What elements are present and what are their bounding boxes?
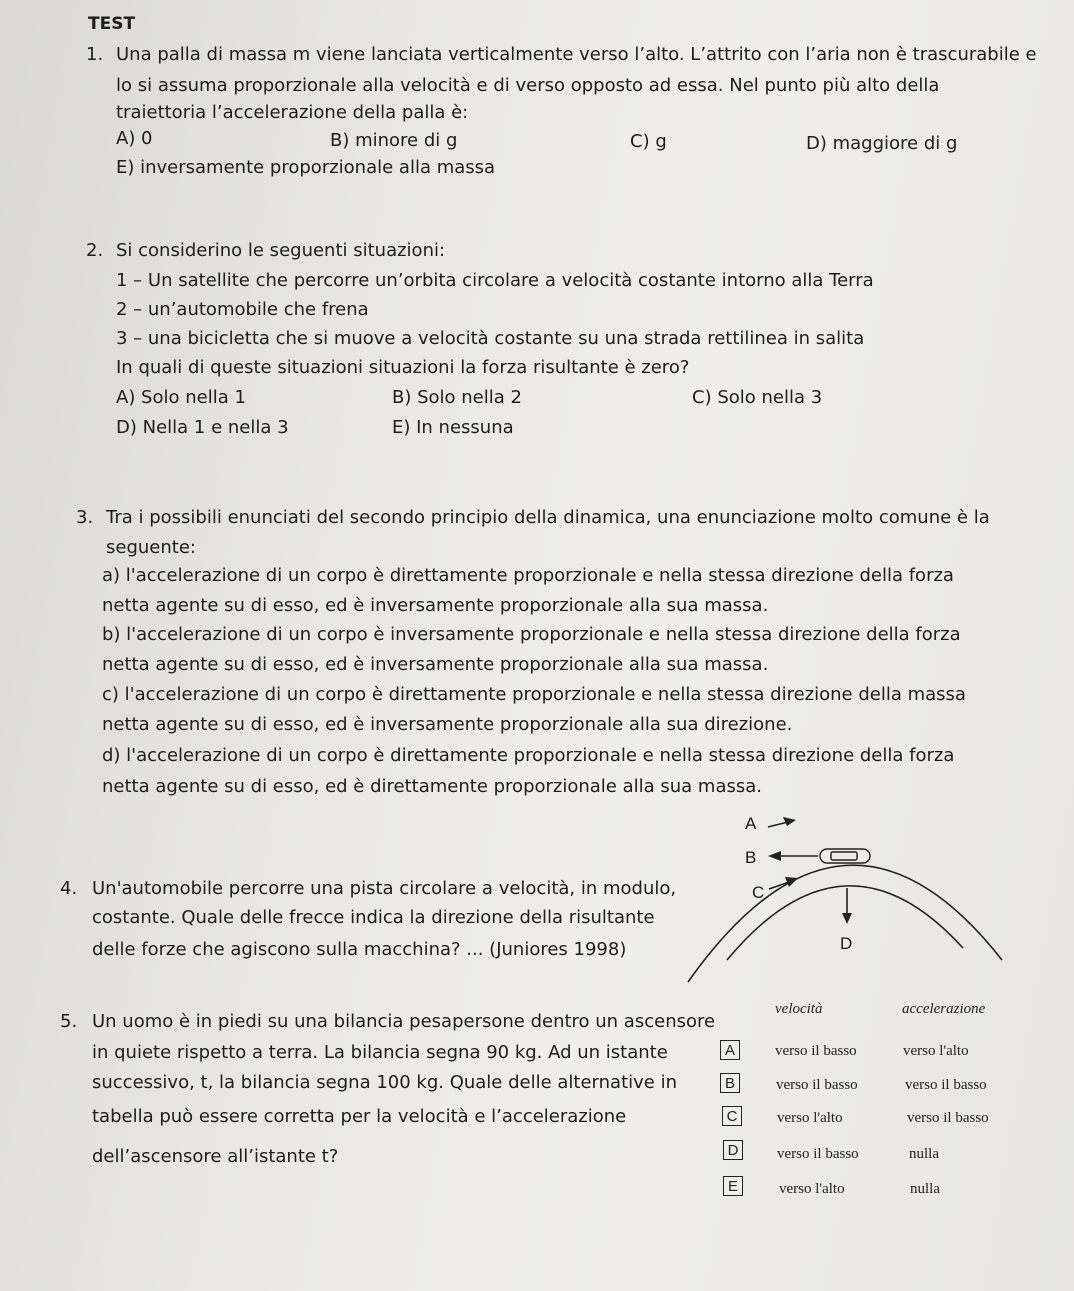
table-header-velocita: velocità <box>775 1001 823 1017</box>
row-label-e: E <box>723 1176 743 1196</box>
q5-line: successivo, t, la bilancia segna 100 kg. Quale delle alternative in <box>92 1072 677 1093</box>
q2-situation: 3 – una bicicletta che si muove a velocità costante su una strada rettilinea in salita <box>116 328 865 349</box>
row-label-a: A <box>720 1040 740 1060</box>
arrow-label-b: B <box>745 848 757 867</box>
row-d-accelerazione: nulla <box>909 1146 939 1162</box>
q3-number: 3. <box>76 507 94 528</box>
q1-option-d: D) maggiore di g <box>806 133 958 154</box>
q3-option-line: netta agente su di esso, ed è inversamente proporzionale alla sua massa. <box>102 654 769 675</box>
q5-line: tabella può essere corretta per la velocità e l’accelerazione <box>92 1106 627 1127</box>
q1-number: 1. <box>86 44 104 65</box>
q1-option-e: E) inversamente proporzionale alla massa <box>116 157 496 178</box>
q1-option-c: C) g <box>630 131 667 152</box>
q2-option-a: A) Solo nella 1 <box>116 387 246 408</box>
row-c-accelerazione: verso il basso <box>907 1110 989 1126</box>
arrow-label-c: C <box>752 883 765 902</box>
q2-option-c: C) Solo nella 3 <box>692 387 823 408</box>
q1-line: Una palla di massa m viene lanciata verticalmente verso l’alto. L’attrito con l’aria non è trascurabile e <box>116 44 1037 65</box>
q5-line: dell’ascensore all’istante t? <box>92 1146 339 1167</box>
q2-intro: Si considerino le seguenti situazioni: <box>116 240 446 261</box>
q2-option-d: D) Nella 1 e nella 3 <box>116 417 289 438</box>
row-label-b: B <box>720 1073 740 1093</box>
q3-option-line: netta agente su di esso, ed è direttamente proporzionale alla sua massa. <box>102 776 762 797</box>
q3-option-line: a) l'accelerazione di un corpo è direttamente proporzionale e nella stessa direzione della forza <box>102 565 954 586</box>
row-b-accelerazione: verso il basso <box>905 1077 987 1093</box>
row-b-velocita: verso il basso <box>776 1077 858 1093</box>
row-label-d: D <box>723 1140 743 1160</box>
car-icon <box>820 849 870 863</box>
q5-number: 5. <box>60 1011 78 1032</box>
row-e-accelerazione: nulla <box>910 1181 940 1197</box>
q3-option-line: c) l'accelerazione di un corpo è direttamente proporzionale e nella stessa direzione della massa <box>102 684 966 705</box>
arrow-c <box>769 877 798 889</box>
q1-line: traiettoria l’accelerazione della palla è: <box>116 102 469 123</box>
q3-option-line: d) l'accelerazione di un corpo è direttamente proporzionale e nella stessa direzione della forza <box>102 745 955 766</box>
q2-situation: 1 – Un satellite che percorre un’orbita circolare a velocità costante intorno alla Terra <box>116 270 874 291</box>
q2-option-b: B) Solo nella 2 <box>392 387 522 408</box>
q4-number: 4. <box>60 878 78 899</box>
q4-line: delle forze che agiscono sulla macchina? ... (Juniores 1998) <box>92 939 627 960</box>
q3-line: Tra i possibili enunciati del secondo principio della dinamica, una enunciazione molto comune è la <box>106 507 990 528</box>
q3-option-line: b) l'accelerazione di un corpo è inversamente proporzionale e nella stessa direzione della forza <box>102 624 961 645</box>
row-c-velocita: verso l'alto <box>777 1110 843 1126</box>
track-outer-arc <box>688 865 1002 982</box>
q2-option-e: E) In nessuna <box>392 417 514 438</box>
page-title: TEST <box>88 14 136 34</box>
arrow-label-d: D <box>840 934 853 953</box>
q1-line: lo si assuma proporzionale alla velocità e di verso opposto ad essa. Nel punto più alto della <box>116 75 940 96</box>
q5-line: in quiete rispetto a terra. La bilancia segna 90 kg. Ad un istante <box>92 1042 668 1063</box>
q2-situation: 2 – un’automobile che frena <box>116 299 369 320</box>
arrow-a <box>768 817 796 827</box>
q4-line: Un'automobile percorre una pista circolare a velocità, in modulo, <box>92 878 677 899</box>
q3-line: seguente: <box>106 537 196 558</box>
q2-question: In quali di queste situazioni situazioni la forza risultante è zero? <box>116 357 690 378</box>
q3-option-line: netta agente su di esso, ed è inversamente proporzionale alla sua direzione. <box>102 714 793 735</box>
q4-line: costante. Quale delle frecce indica la direzione della risultante <box>92 907 655 928</box>
q1-option-a: A) 0 <box>116 128 153 149</box>
q2-number: 2. <box>86 240 104 261</box>
row-d-velocita: verso il basso <box>777 1146 859 1162</box>
arrow-label-a: A <box>745 814 757 833</box>
arrow-b <box>768 851 818 861</box>
table-header-accelerazione: accelerazione <box>902 1001 986 1017</box>
arrow-d <box>842 888 852 924</box>
q1-option-b: B) minore di g <box>330 130 458 151</box>
row-a-velocita: verso il basso <box>775 1043 857 1059</box>
row-e-velocita: verso l'alto <box>779 1181 845 1197</box>
q3-option-line: netta agente su di esso, ed è inversamente proporzionale alla sua massa. <box>102 595 769 616</box>
row-label-c: C <box>722 1106 742 1126</box>
row-a-accelerazione: verso l'alto <box>903 1043 969 1059</box>
q5-line: Un uomo è in piedi su una bilancia pesapersone dentro un ascensore <box>92 1011 716 1032</box>
